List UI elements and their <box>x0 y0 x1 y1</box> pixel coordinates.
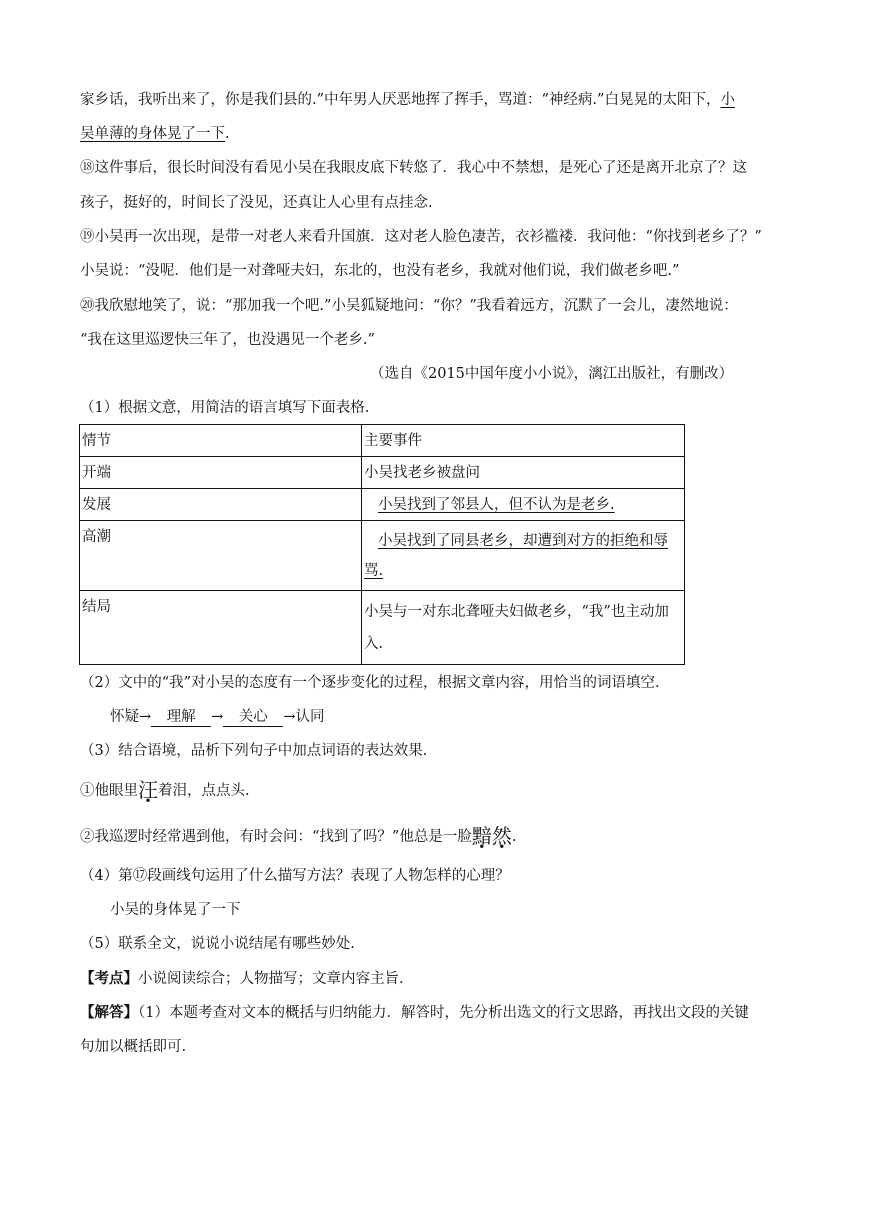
kaodian-text: 小说阅读综合；人物描写；文章内容主旨. <box>138 971 404 987</box>
jieda-label: 【解答】 <box>80 1004 138 1021</box>
dotted-word: 然 <box>491 824 512 848</box>
header-plot: 情节 <box>80 425 362 457</box>
paragraph-17-text: 家乡话，我听出来了，你是我们县的.”中年男人厌恶地挥了挥手，骂道：“神经病.”白晃晃的太阳下， <box>80 92 721 108</box>
row-event <box>362 489 685 521</box>
arrow: → <box>211 709 224 725</box>
punctuation: . <box>225 126 230 142</box>
row-stage: 结局 <box>80 591 362 665</box>
question-5-prompt: （5）联系全文，说说小说结尾有哪些妙处. <box>80 936 355 952</box>
underlined-sentence: 吴单薄的身体晃了一下 <box>80 126 225 142</box>
table-header-row <box>80 425 685 457</box>
sentence-text: ①他眼里 <box>80 783 138 799</box>
answer-fill: 小吴找到了邻县人，但不认为是老乡. <box>378 497 615 513</box>
answer-start: 怀疑→ <box>110 709 152 725</box>
underlined-sentence-part: 小 <box>720 92 735 108</box>
sentence-text: ②我巡逻时经常遇到他，有时会问：“找到了吗？”他总是一脸 <box>80 829 472 845</box>
jieda-text: （1）本题考查对文本的概括与归纳能力．解答时，先分析出选文的行文思路，再找出文段的关键 <box>138 1005 749 1021</box>
sentence-text: . <box>511 829 517 845</box>
table-row <box>80 457 685 489</box>
event-text: 入. <box>364 636 384 652</box>
jieda-line <box>80 1003 749 1023</box>
event-text: 小吴与一对东北聋哑夫妇做老乡，“我”也主动加 <box>364 604 669 620</box>
question-4-prompt: （4）第⑰段画线句运用了什么描写方法？表现了人物怎样的心理？ <box>80 868 510 884</box>
question-3-sentence-2 <box>80 826 516 847</box>
sentence-text: 着泪，点点头. <box>158 783 250 799</box>
row-event <box>362 521 685 591</box>
paragraph-18-line-1: ⑱这件事后，很长时间没有看见小吴在我眼皮底下转悠了．我心中不禁想，是死心了还是离开北京了？这 <box>80 160 747 176</box>
dotted-word: 汪 <box>138 778 158 802</box>
answer-fill: 小吴找到了同县老乡，却遭到对方的拒绝和辱 <box>378 533 668 549</box>
paragraph-19-line-2: 小吴说：“没呢．他们是一对聋哑夫妇，东北的，也没有老乡，我就对他们说，我们做老乡吧.” <box>80 263 680 279</box>
question-3-sentence-1 <box>80 780 250 801</box>
question-3-prompt: （3）结合语境，品析下列句子中加点词语的表达效果. <box>80 743 428 759</box>
question-2-answer <box>110 707 324 727</box>
plot-table <box>79 424 685 665</box>
passage-line <box>80 124 230 144</box>
table-row <box>80 521 685 591</box>
row-stage: 高潮 <box>80 521 362 591</box>
answer-fill: 骂. <box>364 563 384 579</box>
row-stage: 开端 <box>80 457 362 489</box>
paragraph-18-line-2: 孩子，挺好的，时间长了没见，还真让人心里有点挂念. <box>80 195 433 211</box>
kaodian-label: 【考点】 <box>80 970 138 987</box>
question-2-prompt: （2）文中的“我”对小吴的态度有一个逐步变化的过程，根据文章内容，用恰当的词语填空. <box>80 675 660 691</box>
question-4-quote: 小吴的身体晃了一下 <box>110 902 241 918</box>
source-citation: （选自《2015中国年度小小说》，漓江出版社，有删改） <box>370 366 734 382</box>
blank-2: 关心 <box>223 708 283 727</box>
dotted-word: 黯 <box>471 824 492 848</box>
table-row <box>80 591 685 665</box>
jieda-text-continued: 句加以概括即可. <box>80 1039 187 1055</box>
question-1-prompt: （1）根据文意，用简洁的语言填写下面表格. <box>80 400 370 416</box>
header-event: 主要事件 <box>362 425 685 457</box>
kaodian-line <box>80 969 404 989</box>
table-row <box>80 489 685 521</box>
paragraph-19-line-1: ⑲小吴再一次出现，是带一对老人来看升国旗．这对老人脸色凄苦，衣衫褴褛．我问他：“你找到老乡了？” <box>80 229 762 245</box>
blank-1: 理解 <box>151 708 211 727</box>
paragraph-20-line-2: “我在这里巡逻快三年了，也没遇见一个老乡.” <box>80 332 375 348</box>
row-event: 小吴找老乡被盘问 <box>362 457 685 489</box>
row-event <box>362 591 685 665</box>
passage-line <box>80 90 735 110</box>
answer-end: →认同 <box>283 709 325 725</box>
row-stage: 发展 <box>80 489 362 521</box>
paragraph-20-line-1: ⑳我欣慰地笑了，说：“那加我一个吧.”小吴狐疑地问：“你？”我看着远方，沉默了一会儿，凄然地说： <box>80 298 738 314</box>
